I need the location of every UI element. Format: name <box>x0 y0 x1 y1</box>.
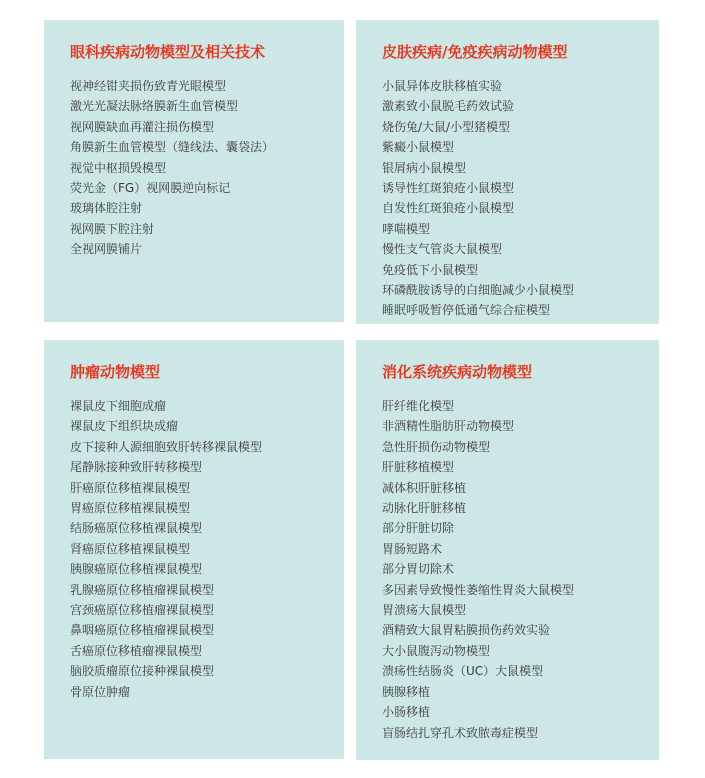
list-item: 胃溃疡大鼠模型 <box>382 603 467 618</box>
list-item: 鼻咽癌原位移植瘤裸鼠模型 <box>70 623 215 638</box>
list-item: 环磷酰胺诱导的白细胞减少小鼠模型 <box>382 283 575 298</box>
list-item: 皮下接种人源细胞致肝转移裸鼠模型 <box>70 439 263 454</box>
card-title: 皮肤疾病/免疫疾病动物模型 <box>382 43 568 61</box>
list-item: 胰腺癌原位移植裸鼠模型 <box>70 562 203 577</box>
list-item: 裸鼠皮下组织块成瘤 <box>70 419 179 434</box>
card-skin-immune-models <box>356 20 659 324</box>
model-list <box>382 76 639 321</box>
list-item: 宫颈癌原位移植瘤裸鼠模型 <box>70 603 215 618</box>
card-ophthalmic-models <box>44 20 344 322</box>
list-item: 减体积肝脏移植 <box>382 480 467 495</box>
list-item: 自发性红斑狼疮小鼠模型 <box>382 201 515 216</box>
list-item: 小肠移植 <box>382 705 431 720</box>
list-item: 激素致小鼠脱毛药效试验 <box>382 99 515 114</box>
list-item: 酒精致大鼠胃粘膜损伤药效实验 <box>382 623 551 638</box>
list-item: 胃癌原位移植裸鼠模型 <box>70 501 191 516</box>
list-item: 视神经钳夹损伤致青光眼模型 <box>70 79 227 93</box>
list-item: 结肠癌原位移植裸鼠模型 <box>70 521 203 536</box>
list-item: 视网膜缺血再灌注损伤模型 <box>70 119 215 134</box>
list-item: 小鼠异体皮肤移植实验 <box>382 79 503 93</box>
list-item: 溃疡性结肠炎（UC）大鼠模型 <box>382 664 544 679</box>
list-item: 大小鼠腹泻动物模型 <box>382 643 491 658</box>
list-item: 全视网膜铺片 <box>70 242 143 257</box>
list-item: 肝癌原位移植裸鼠模型 <box>70 480 191 495</box>
list-item: 诱导性红斑狼疮小鼠模型 <box>382 181 515 196</box>
list-item: 睡眠呼吸暂停低通气综合症模型 <box>382 303 551 318</box>
list-item: 哮喘模型 <box>382 221 431 236</box>
list-item: 急性肝损伤动物模型 <box>382 439 491 454</box>
card-title: 消化系统疾病动物模型 <box>382 363 533 381</box>
list-item: 免疫低下小鼠模型 <box>382 262 479 277</box>
list-item: 肾癌原位移植裸鼠模型 <box>70 541 191 556</box>
list-item: 部分胃切除术 <box>382 562 455 577</box>
model-list <box>70 76 324 260</box>
list-item: 肝纤维化模型 <box>382 399 455 413</box>
card-tumor-models <box>44 340 344 759</box>
list-item: 骨原位肿瘤 <box>70 684 131 699</box>
list-item: 紫癜小鼠模型 <box>382 140 455 155</box>
card-title: 眼科疾病动物模型及相关技术 <box>70 43 266 61</box>
list-item: 角膜新生血管模型（缝线法、囊袋法） <box>70 140 275 155</box>
list-item: 激光光凝法脉络膜新生血管模型 <box>70 99 239 114</box>
list-item: 胃肠短路术 <box>382 541 443 556</box>
model-list <box>70 396 324 702</box>
list-item: 非酒精性脂肪肝动物模型 <box>382 419 515 434</box>
list-item: 裸鼠皮下细胞成瘤 <box>70 399 167 413</box>
list-item: 胰腺移植 <box>382 684 431 699</box>
list-item: 动脉化肝脏移植 <box>382 501 467 516</box>
list-item: 尾静脉接种致肝转移模型 <box>70 460 203 475</box>
list-item: 脑胶质瘤原位接种裸鼠模型 <box>70 664 215 679</box>
list-item: 多因素导致慢性萎缩性胃炎大鼠模型 <box>382 582 575 597</box>
list-item: 荧光金（FG）视网膜逆向标记 <box>70 181 231 196</box>
list-item: 肝脏移植模型 <box>382 460 455 475</box>
card-title: 肿瘤动物模型 <box>70 363 161 381</box>
list-item: 烧伤兔/大鼠/小型猪模型 <box>382 119 511 134</box>
list-item: 部分肝脏切除 <box>382 521 455 536</box>
list-item: 乳腺癌原位移植瘤裸鼠模型 <box>70 582 215 597</box>
card-digestive-models <box>356 340 659 760</box>
list-item: 盲肠结扎穿孔术致脓毒症模型 <box>382 725 539 740</box>
list-item: 舌癌原位移植瘤裸鼠模型 <box>70 643 203 658</box>
list-item: 视网膜下腔注射 <box>70 221 155 236</box>
list-item: 玻璃体腔注射 <box>70 201 143 216</box>
model-list <box>382 396 639 743</box>
list-item: 视觉中枢损毁模型 <box>70 160 167 175</box>
list-item: 银屑病小鼠模型 <box>382 160 467 175</box>
list-item: 慢性支气管炎大鼠模型 <box>382 242 503 257</box>
